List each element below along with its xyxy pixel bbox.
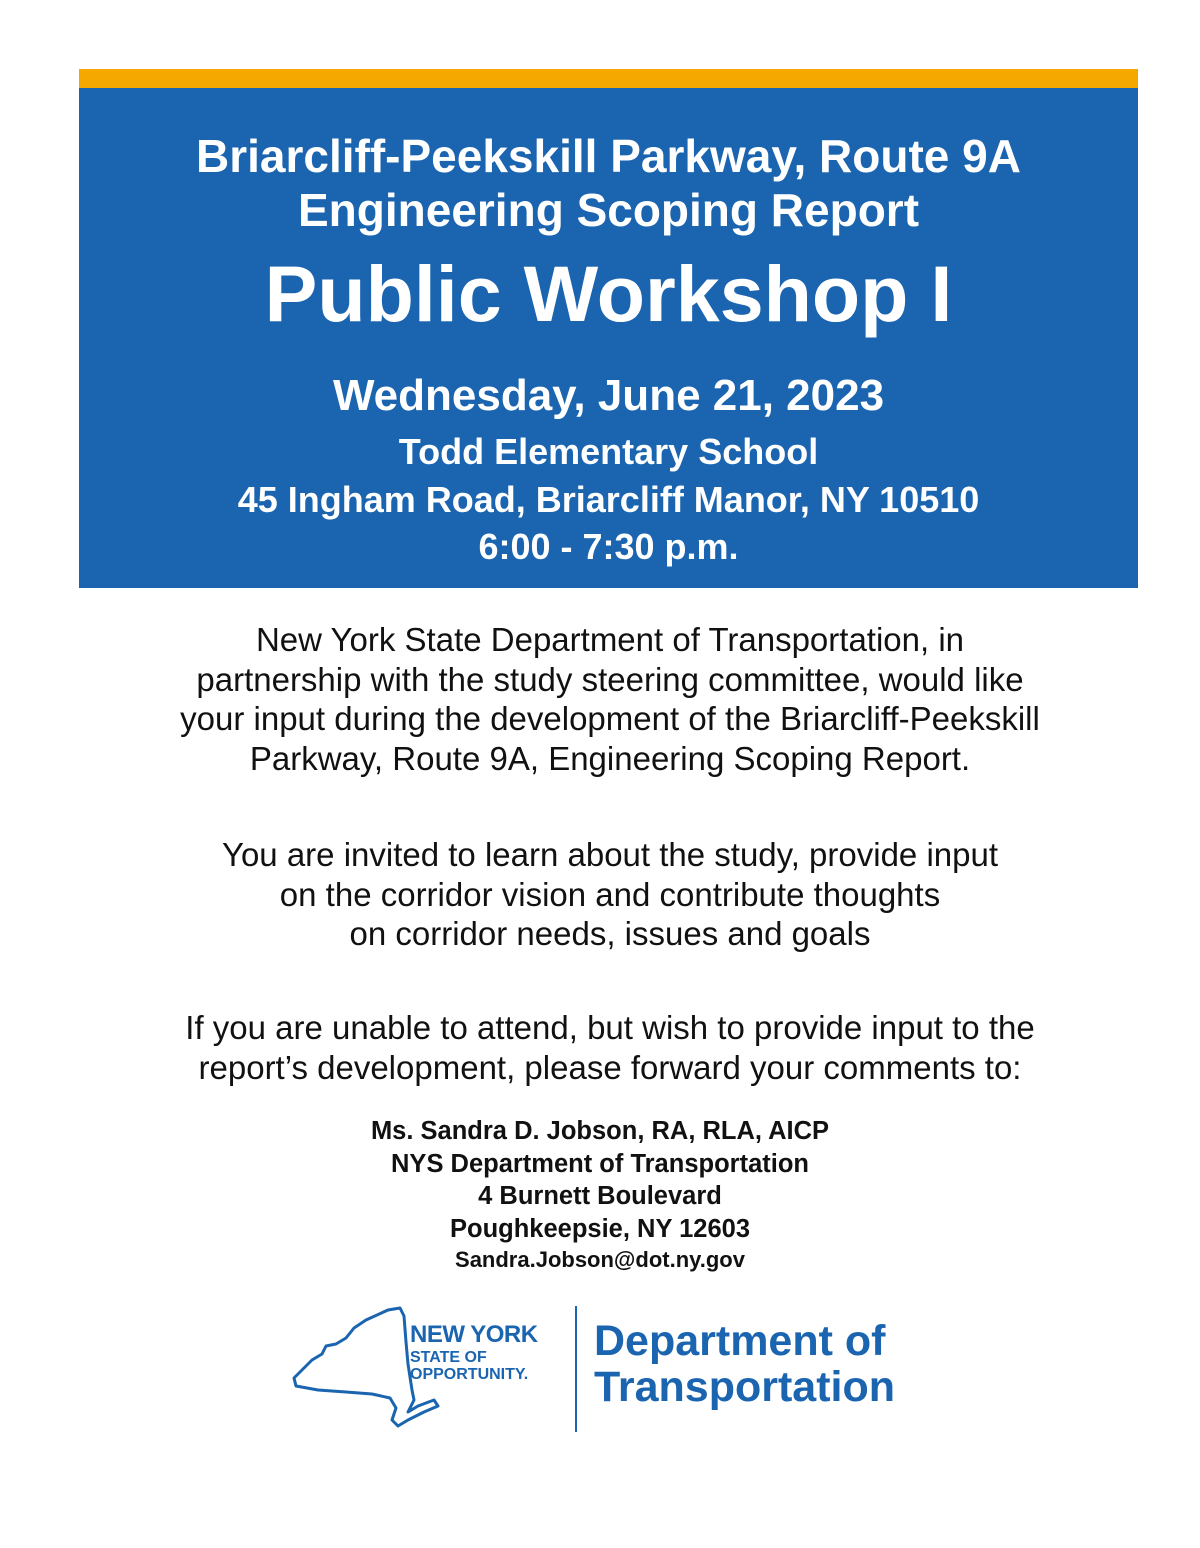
logo-department-line2: Transportation: [594, 1363, 896, 1411]
logo-tagline-line1: STATE OF: [410, 1349, 487, 1366]
event-venue: Todd Elementary School: [398, 431, 819, 472]
contact-street: 4 Burnett Boulevard: [478, 1182, 722, 1210]
contact-name: Ms. Sandra D. Jobson, RA, RLA, AICP: [370, 1117, 830, 1145]
paragraph-line: on corridor needs, issues and goals: [349, 915, 871, 952]
project-title-line1: Briarcliff-Peekskill Parkway, Route 9A: [196, 130, 1021, 182]
paragraph-line: Parkway, Route 9A, Engineering Scoping Report.: [249, 739, 971, 777]
accent-bar: [79, 69, 1138, 88]
logo-state-name: NEW YORK: [410, 1321, 538, 1348]
invitation-paragraph: [60, 835, 1160, 954]
contact-email: Sandra.Jobson@dot.ny.gov: [455, 1247, 745, 1272]
contact-block: [200, 1115, 1000, 1275]
paragraph-line: report’s development, please forward your comments to:: [198, 1048, 1022, 1086]
paragraph-line: partnership with the study steering committee, would like: [196, 660, 1024, 698]
contact-organization: NYS Department of Transportation: [391, 1149, 809, 1178]
paragraph-line: New York State Department of Transportation, in: [255, 621, 965, 658]
event-header: [79, 88, 1138, 588]
paragraph-line: If you are unable to attend, but wish to provide input to the: [185, 1009, 1035, 1046]
event-time: 6:00 - 7:30 p.m.: [478, 526, 739, 567]
event-name: Public Workshop I: [264, 249, 953, 338]
paragraph-line: your input during the development of the Briarcliff-Peekskill: [180, 700, 1040, 737]
event-address: 45 Ingham Road, Briarcliff Manor, NY 10510: [237, 479, 980, 520]
paragraph-line: You are invited to learn about the study, provide input: [221, 836, 999, 873]
logo-department-line1: Department of: [594, 1317, 886, 1365]
nysdot-logo: [288, 1302, 928, 1432]
intro-paragraph: [60, 620, 1160, 778]
project-title-line2: Engineering Scoping Report: [297, 184, 920, 236]
event-date: Wednesday, June 21, 2023: [332, 371, 885, 420]
logo-divider: [575, 1306, 577, 1432]
logo-tagline-line2: OPPORTUNITY.: [410, 1366, 529, 1383]
contact-city: Poughkeepsie, NY 12603: [449, 1214, 750, 1243]
paragraph-line: on the corridor vision and contribute thoughts: [279, 875, 941, 913]
comments-paragraph: [60, 1008, 1160, 1087]
